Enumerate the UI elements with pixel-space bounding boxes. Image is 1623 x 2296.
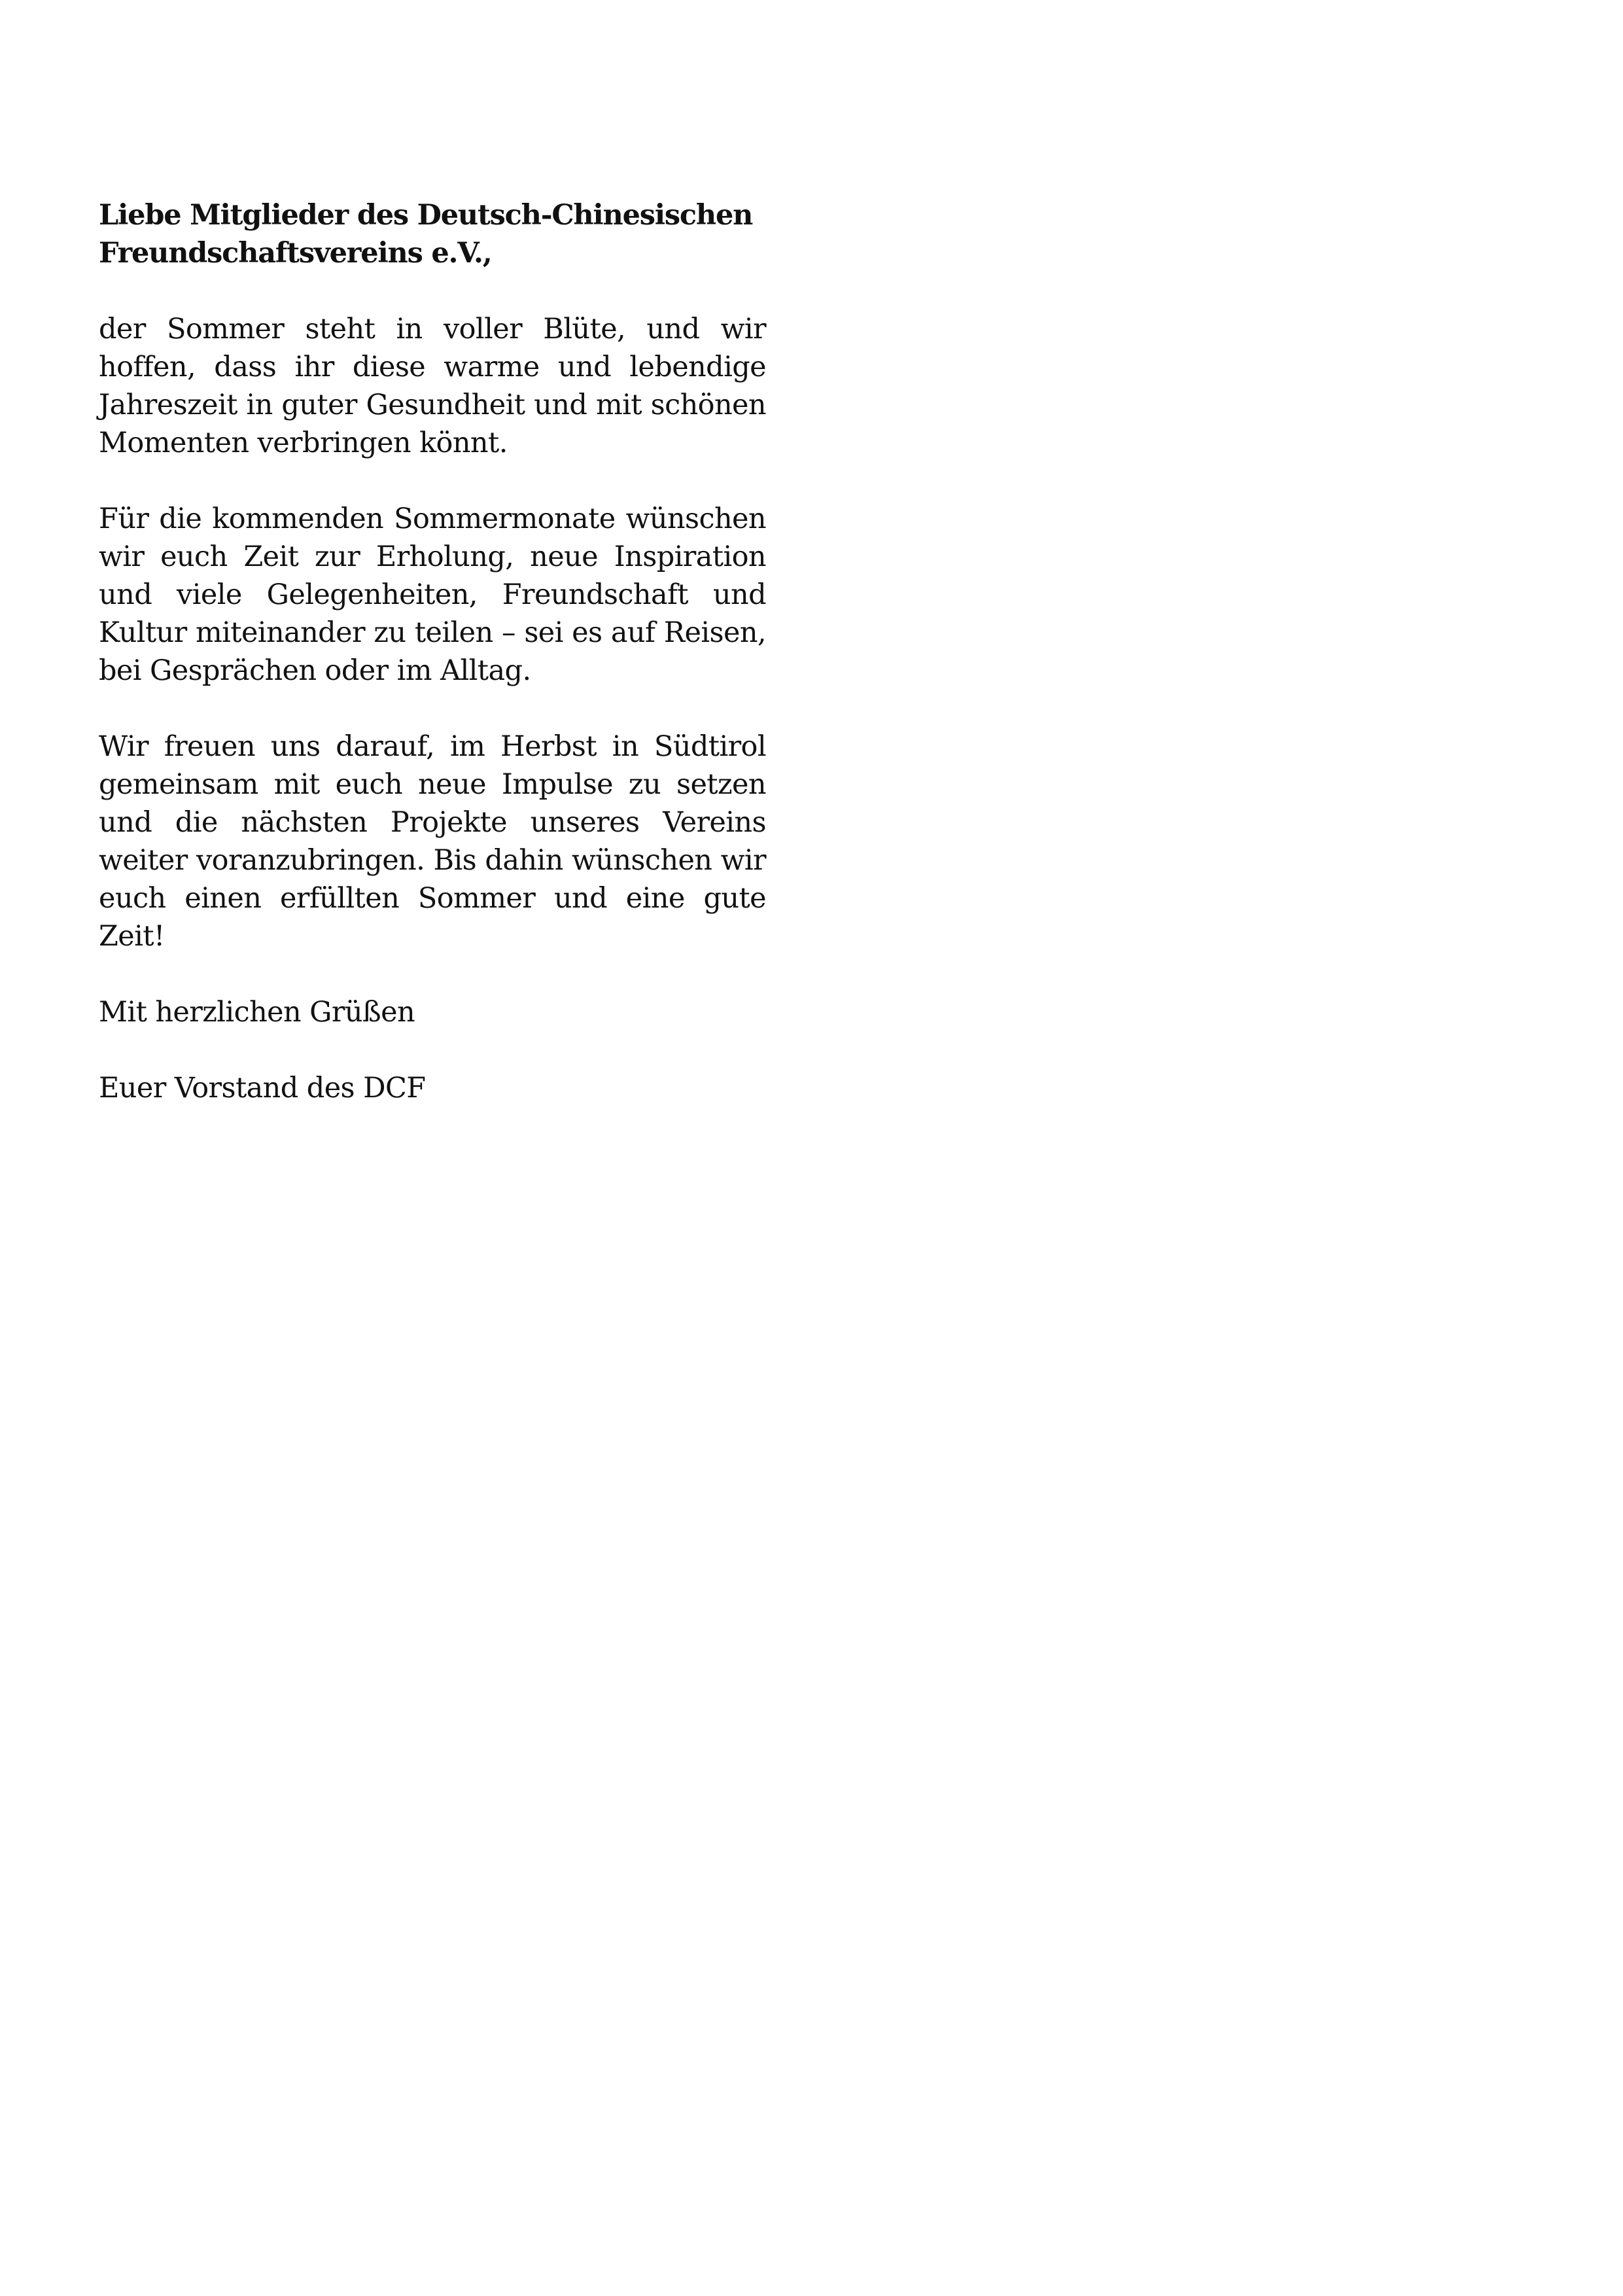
- paragraph-summer-wishes: Für die kommenden Sommermonate wünschen wir euch Zeit zur Erholung, neue Inspiration und viele Gelegenheiten, Freundschaft und Kultur miteinander zu teilen – sei es auf Reisen, bei Gesprächen oder im Alltag.: [99, 503, 766, 687]
- salutation: [99, 196, 766, 272]
- salutation-line-2: Freundschaftsvereins e.V.,: [99, 237, 492, 270]
- salutation-line-1: Liebe Mitglieder des Deutsch-Chinesischen: [99, 199, 753, 232]
- paragraph-summer-greeting: der Sommer steht in voller Blüte, und wir hoffen, dass ihr diese warme und lebendige Jahreszeit in guter Gesundheit und mit schönen Momenten verbringen könnt.: [99, 313, 766, 459]
- letter-body: [99, 196, 766, 1107]
- paragraph-autumn-plans: Wir freuen uns darauf, im Herbst in Südtirol gemeinsam mit euch neue Impulse zu setzen und die nächsten Projekte unseres Vereins weiter voranzubringen. Bis dahin wünschen wir euch einen erfüllten Sommer und eine gute Zeit!: [99, 730, 766, 953]
- signature: Euer Vorstand des DCF: [99, 1072, 426, 1104]
- closing-phrase: Mit herzlichen Grüßen: [99, 996, 415, 1029]
